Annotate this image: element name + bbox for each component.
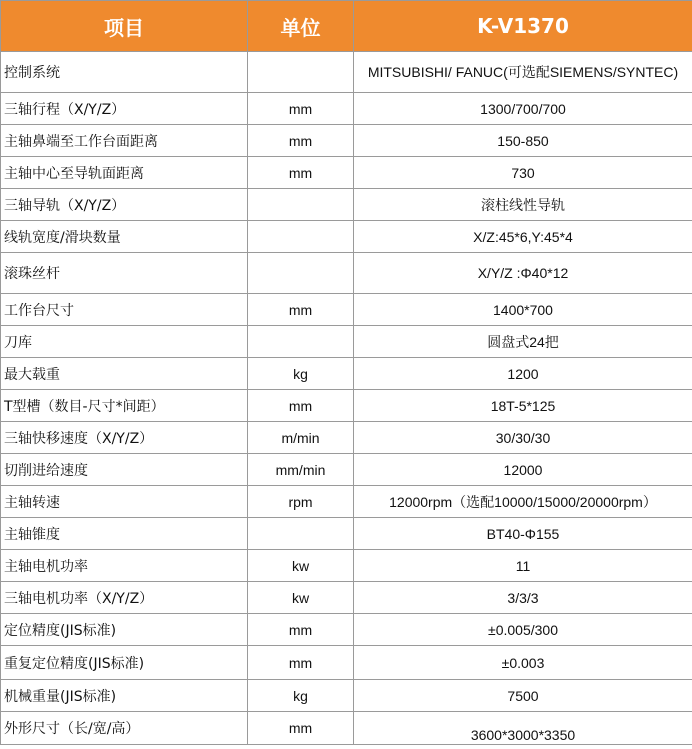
header-unit: 单位 xyxy=(248,1,354,52)
header-model: K-V1370 xyxy=(354,1,692,52)
row-value: 7500 xyxy=(354,680,692,712)
table-row xyxy=(1,157,692,189)
row-value: 730 xyxy=(354,157,692,189)
row-value: 150-850 xyxy=(354,125,692,157)
row-unit: mm xyxy=(248,614,354,646)
row-item: 机械重量(JIS标准) xyxy=(1,680,248,712)
row-item: 滚珠丝杆 xyxy=(1,253,248,294)
table-row xyxy=(1,93,692,125)
row-unit: kw xyxy=(248,582,354,614)
row-item: 定位精度(JIS标准) xyxy=(1,614,248,646)
row-value: 30/30/30 xyxy=(354,422,692,454)
table-row xyxy=(1,646,692,680)
row-item: 主轴电机功率 xyxy=(1,550,248,582)
row-value: ±0.005/300 xyxy=(354,614,692,646)
row-item: 三轴电机功率（X/Y/Z） xyxy=(1,582,248,614)
row-value: 圆盘式24把 xyxy=(354,326,692,358)
row-unit: kg xyxy=(248,680,354,712)
row-value: BT40-Φ155 xyxy=(354,518,692,550)
row-item: 主轴锥度 xyxy=(1,518,248,550)
row-unit: kg xyxy=(248,358,354,390)
row-unit xyxy=(248,221,354,253)
table-row xyxy=(1,52,692,93)
row-item: 最大载重 xyxy=(1,358,248,390)
row-item: 三轴导轨（X/Y/Z） xyxy=(1,189,248,221)
row-unit: mm xyxy=(248,712,354,745)
table-row xyxy=(1,614,692,646)
row-item: 重复定位精度(JIS标准) xyxy=(1,646,248,680)
row-item: 主轴鼻端至工作台面距离 xyxy=(1,125,248,157)
table-row xyxy=(1,454,692,486)
row-unit xyxy=(248,518,354,550)
table-row xyxy=(1,326,692,358)
row-item: 外形尺寸（长/宽/高） xyxy=(1,712,248,745)
row-unit: m/min xyxy=(248,422,354,454)
header-row xyxy=(1,1,692,52)
row-value: 18T-5*125 xyxy=(354,390,692,422)
table-row xyxy=(1,253,692,294)
row-value: 3600*3000*3350 xyxy=(354,712,692,745)
table-row xyxy=(1,221,692,253)
row-unit xyxy=(248,52,354,93)
row-value: ±0.003 xyxy=(354,646,692,680)
row-value: 12000rpm（选配10000/15000/20000rpm） xyxy=(354,486,692,518)
row-item: 主轴转速 xyxy=(1,486,248,518)
row-value: 3/3/3 xyxy=(354,582,692,614)
table-row xyxy=(1,422,692,454)
table-row xyxy=(1,550,692,582)
row-item: 主轴中心至导轨面距离 xyxy=(1,157,248,189)
row-value: 1200 xyxy=(354,358,692,390)
row-unit: mm xyxy=(248,93,354,125)
table-row xyxy=(1,712,692,745)
header-item: 项目 xyxy=(1,1,248,52)
row-value: 1400*700 xyxy=(354,294,692,326)
row-value: X/Y/Z :Φ40*12 xyxy=(354,253,692,294)
row-value: 12000 xyxy=(354,454,692,486)
row-unit: rpm xyxy=(248,486,354,518)
row-unit: mm xyxy=(248,125,354,157)
row-item: 刀库 xyxy=(1,326,248,358)
row-value: 滚柱线性导轨 xyxy=(354,189,692,221)
row-item: 三轴行程（X/Y/Z） xyxy=(1,93,248,125)
row-unit xyxy=(248,253,354,294)
table-row xyxy=(1,518,692,550)
table-row xyxy=(1,680,692,712)
table-row xyxy=(1,294,692,326)
row-item: 三轴快移速度（X/Y/Z） xyxy=(1,422,248,454)
row-unit: mm xyxy=(248,390,354,422)
table-row xyxy=(1,582,692,614)
row-value: 11 xyxy=(354,550,692,582)
row-item: 切削进给速度 xyxy=(1,454,248,486)
row-unit: mm xyxy=(248,646,354,680)
row-value: MITSUBISHI/ FANUC(可选配SIEMENS/SYNTEC) xyxy=(354,52,692,93)
table-row xyxy=(1,125,692,157)
row-unit: kw xyxy=(248,550,354,582)
row-unit: mm xyxy=(248,157,354,189)
row-item: 工作台尺寸 xyxy=(1,294,248,326)
row-item: 控制系统 xyxy=(1,52,248,93)
row-unit xyxy=(248,326,354,358)
row-item: 线轨宽度/滑块数量 xyxy=(1,221,248,253)
table-row xyxy=(1,189,692,221)
row-value: X/Z:45*6,Y:45*4 xyxy=(354,221,692,253)
table-row xyxy=(1,390,692,422)
row-item: T型槽（数目-尺寸*间距） xyxy=(1,390,248,422)
row-unit: mm xyxy=(248,294,354,326)
table-row xyxy=(1,486,692,518)
row-value: 1300/700/700 xyxy=(354,93,692,125)
row-unit: mm/min xyxy=(248,454,354,486)
row-unit xyxy=(248,189,354,221)
table-row xyxy=(1,358,692,390)
